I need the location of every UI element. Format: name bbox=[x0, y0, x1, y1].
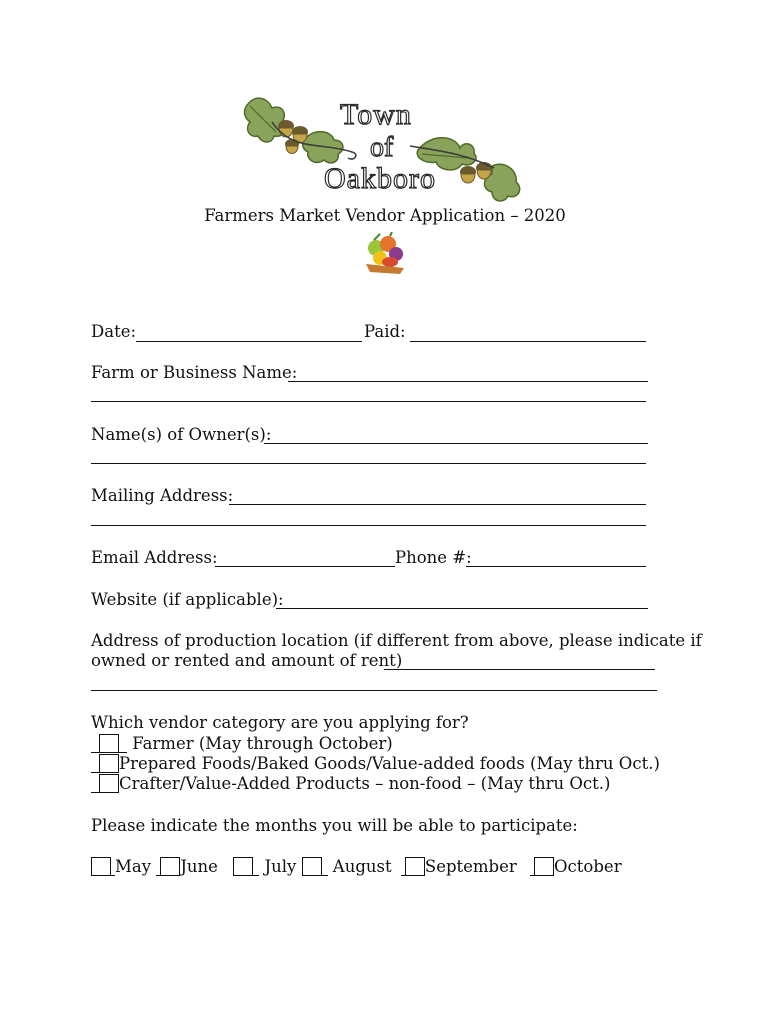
mailing-address-label: Mailing Address: bbox=[91, 486, 234, 505]
website-field[interactable] bbox=[276, 608, 648, 609]
production-field[interactable] bbox=[384, 669, 655, 670]
checkbox-underline bbox=[322, 875, 328, 876]
date-label: Date: bbox=[91, 322, 137, 341]
business-name-label: Farm or Business Name: bbox=[91, 363, 298, 382]
business-name-field-line-2[interactable] bbox=[91, 401, 646, 402]
logo-line-1: Town bbox=[340, 98, 412, 131]
september-checkbox[interactable] bbox=[405, 857, 425, 876]
logo-line-3: Oakboro bbox=[324, 162, 436, 195]
may-checkbox[interactable] bbox=[91, 857, 111, 876]
email-field[interactable] bbox=[215, 566, 395, 567]
month-august-label: August bbox=[332, 857, 392, 876]
checkbox-underline bbox=[91, 792, 99, 793]
email-label: Email Address: bbox=[91, 548, 218, 567]
form-title: Farmers Market Vendor Application – 2020 bbox=[204, 206, 566, 225]
months-question: Please indicate the months you will be able to participate: bbox=[91, 816, 578, 835]
june-checkbox[interactable] bbox=[160, 857, 180, 876]
production-label-line-1: Address of production location (if different from above, please indicate if bbox=[91, 631, 702, 650]
produce-basket-icon bbox=[360, 232, 410, 278]
phone-label: Phone #: bbox=[395, 548, 472, 567]
vendor-option-farmer bbox=[91, 733, 393, 755]
vendor-question: Which vendor category are you applying for? bbox=[91, 713, 469, 732]
crafter-option-label: Crafter/Value-Added Products – non-food – (May thru Oct.) bbox=[119, 774, 611, 793]
website-label: Website (if applicable): bbox=[91, 590, 284, 609]
months-row bbox=[91, 856, 622, 878]
production-label-line-2: owned or rented and amount of rent) bbox=[91, 651, 403, 670]
farmer-option-label: Farmer (May through October) bbox=[132, 734, 393, 753]
owners-field[interactable] bbox=[264, 443, 648, 444]
production-field-line-2[interactable] bbox=[91, 690, 657, 691]
farmer-checkbox[interactable] bbox=[99, 734, 119, 753]
paid-field[interactable] bbox=[410, 341, 646, 342]
vendor-option-prepared-foods bbox=[91, 753, 660, 775]
business-name-field[interactable] bbox=[288, 381, 648, 382]
august-checkbox[interactable] bbox=[302, 857, 322, 876]
owners-field-line-2[interactable] bbox=[91, 463, 646, 464]
month-july-label: July bbox=[264, 857, 297, 876]
paid-label: Paid: bbox=[364, 322, 406, 341]
logo-line-2: of bbox=[370, 132, 394, 163]
prepared-foods-checkbox[interactable] bbox=[99, 754, 119, 773]
date-field[interactable] bbox=[136, 341, 362, 342]
month-october-label: October bbox=[554, 857, 622, 876]
mailing-address-field[interactable] bbox=[229, 504, 646, 505]
month-september-label: September bbox=[424, 857, 517, 876]
vendor-option-crafter bbox=[91, 773, 610, 795]
month-may-label: May bbox=[115, 857, 152, 876]
july-checkbox[interactable] bbox=[233, 857, 253, 876]
prepared-foods-option-label: Prepared Foods/Baked Goods/Value-added foods (May thru Oct.) bbox=[119, 754, 660, 773]
town-of-oakboro-logo bbox=[242, 92, 527, 204]
phone-field[interactable] bbox=[466, 566, 646, 567]
owners-label: Name(s) of Owner(s): bbox=[91, 425, 272, 444]
month-june-label: June bbox=[180, 857, 218, 876]
mailing-address-field-line-2[interactable] bbox=[91, 525, 646, 526]
checkbox-underline bbox=[253, 875, 259, 876]
crafter-checkbox[interactable] bbox=[99, 774, 119, 793]
october-checkbox[interactable] bbox=[534, 857, 554, 876]
